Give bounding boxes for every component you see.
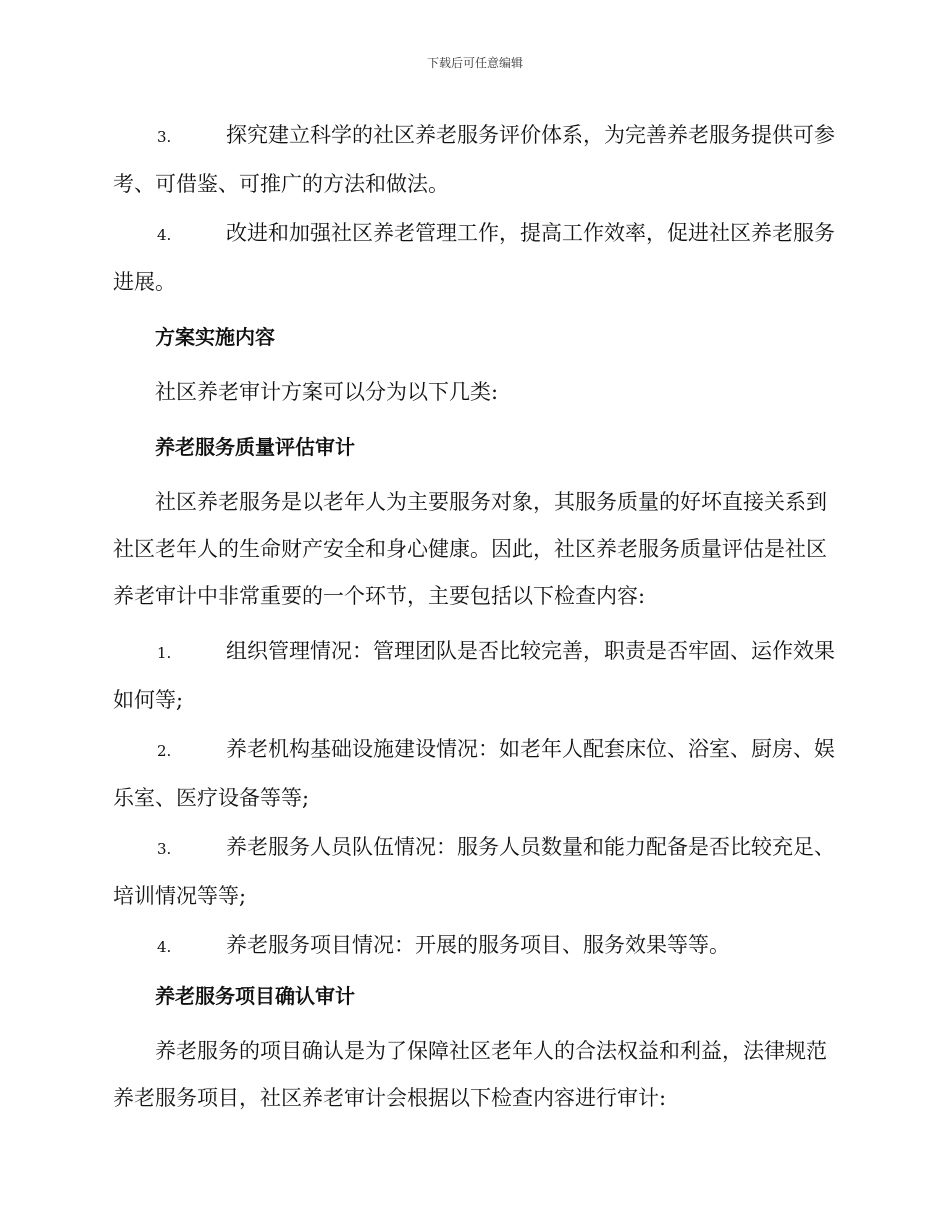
list-text: 改进和加强社区养老管理工作，提高工作效率，促进社区养老服务进展。 bbox=[113, 221, 835, 294]
list-number: 1. bbox=[157, 644, 172, 662]
list-text: 养老机构基础设施建设情况：如老年人配套床位、浴室、厨房、娱乐室、医疗设备等等; bbox=[113, 737, 835, 810]
list-number: 3. bbox=[157, 128, 172, 146]
paragraph-project: 养老服务的项目确认是为了保障社区老年人的合法权益和利益，法律规范养老服务项目，社区养老审计会根据以下检查内容进行审计: bbox=[113, 1039, 827, 1110]
section-heading-project: 养老服务项目确认审计 bbox=[155, 984, 355, 1008]
list-item bbox=[113, 726, 835, 822]
list-item bbox=[113, 824, 835, 920]
list-text: 养老服务人员队伍情况：服务人员数量和能力配备是否比较充足、培训情况等等; bbox=[113, 835, 835, 908]
list-number: 2. bbox=[157, 742, 172, 760]
section-heading-quality: 养老服务质量评估审计 bbox=[155, 435, 355, 459]
page-header: 下载后可任意编辑 bbox=[426, 56, 523, 70]
list-text: 探究建立科学的社区养老服务评价体系，为完善养老服务提供可参考、可借鉴、可推广的方法和做法。 bbox=[113, 123, 835, 196]
paragraph-intro: 社区养老审计方案可以分为以下几类: bbox=[155, 380, 499, 404]
list-item bbox=[113, 922, 835, 971]
list-item bbox=[113, 210, 835, 306]
list-text: 组织管理情况：管理团队是否比较完善，职责是否牢固、运作效果如何等; bbox=[113, 639, 835, 712]
list-text: 养老服务项目情况：开展的服务项目、服务效果等等。 bbox=[226, 933, 730, 957]
list-item bbox=[113, 112, 835, 208]
section-heading-plan: 方案实施内容 bbox=[155, 325, 275, 349]
document-body bbox=[113, 112, 835, 1130]
list-item bbox=[113, 628, 835, 724]
paragraph-quality: 社区养老服务是以老年人为主要服务对象，其服务质量的好坏直接关系到社区老年人的生命财产安全和身心健康。因此，社区养老服务质量评估是社区养老审计中非常重要的一个环节，主要包括以下检查内容: bbox=[113, 490, 827, 608]
list-number: 4. bbox=[157, 226, 172, 244]
list-number: 3. bbox=[157, 840, 172, 858]
list-number: 4. bbox=[157, 938, 172, 956]
